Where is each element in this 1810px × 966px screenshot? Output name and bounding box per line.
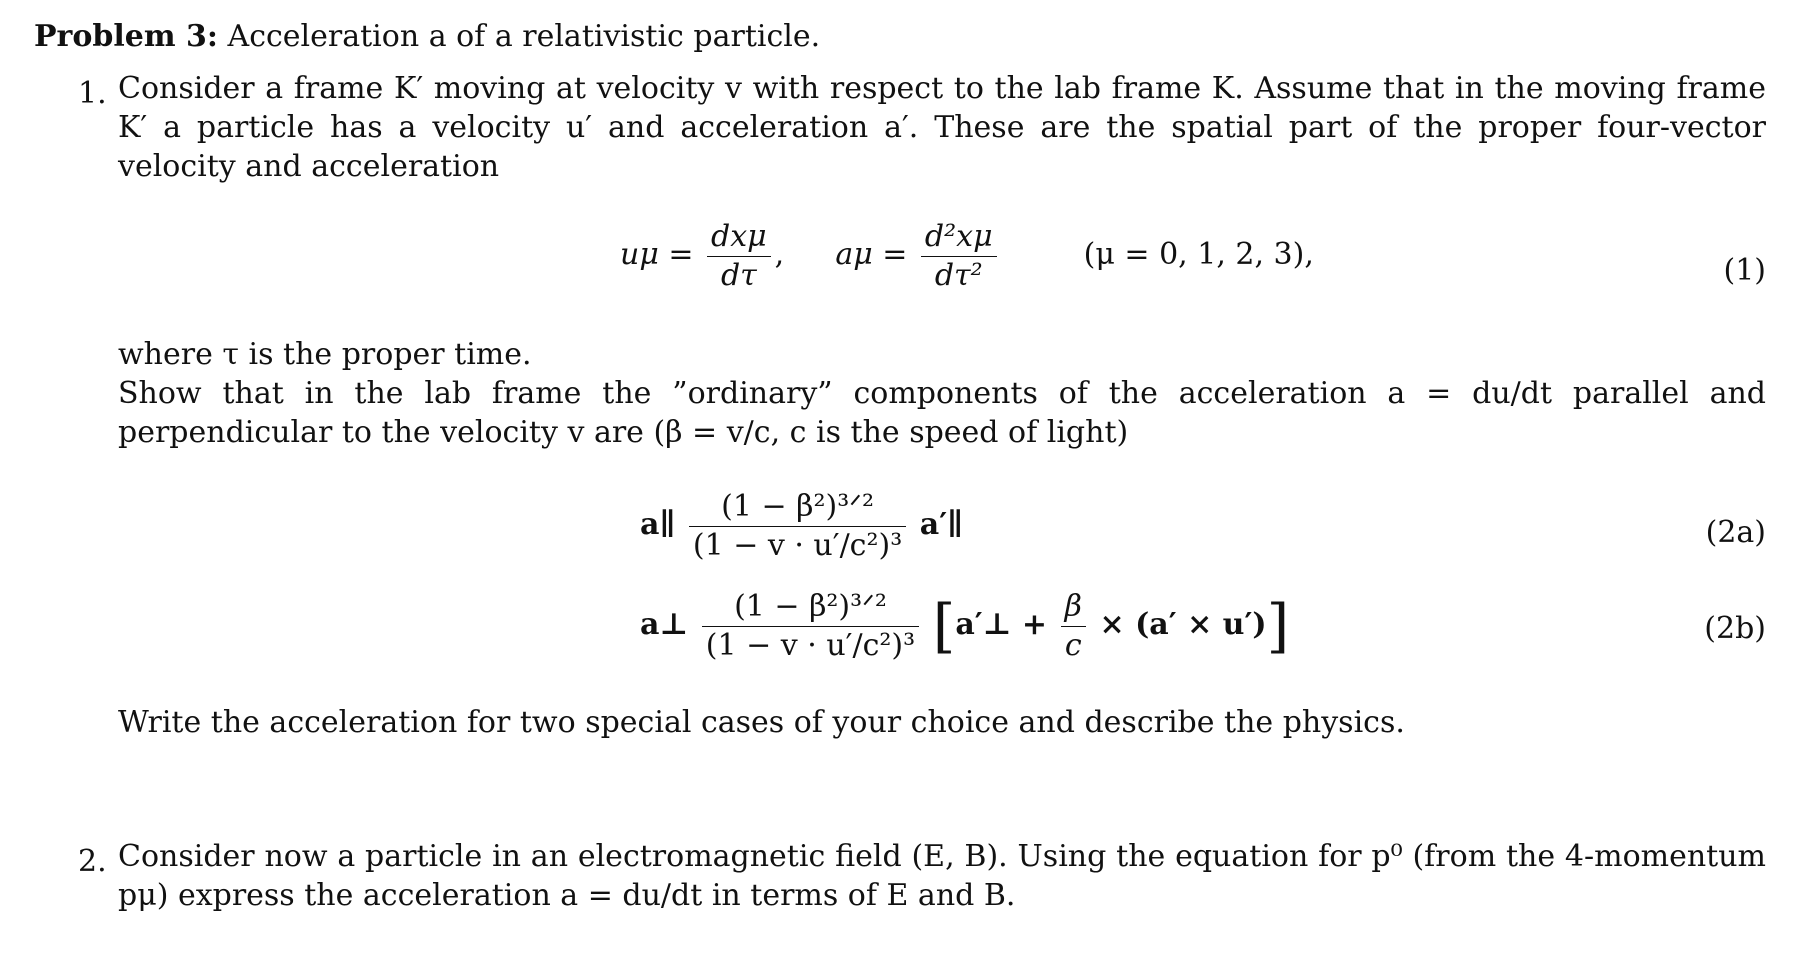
item-1-paragraph: Consider a frame K′ moving at velocity v with respect to the lab frame K. Assume that in the moving frame K′ a particle has a velocity u′ and acceleration a′. These are the spatial part of the proper four-vector velocity and acceleration bbox=[118, 71, 1766, 184]
eq2a-label: (2a) bbox=[1705, 515, 1766, 550]
eq2b-bracket-close: ] bbox=[1266, 592, 1290, 660]
eq1-a-denominator: dτ² bbox=[934, 257, 983, 293]
eq1-u-left: uμ = bbox=[620, 237, 694, 272]
eq2b-lhs: a⊥ bbox=[640, 607, 689, 642]
eq2a-denominator: (1 − v · u′/c²)³ bbox=[692, 527, 903, 563]
where-line: where τ is the proper time. bbox=[118, 337, 532, 372]
equation-2b bbox=[640, 588, 1289, 664]
eq2b-label: (2b) bbox=[1704, 611, 1766, 646]
eq1-label: (1) bbox=[1723, 253, 1766, 288]
eq1-a-numerator: d²xμ bbox=[921, 218, 997, 257]
show-paragraph: Show that in the lab frame the ”ordinary” components of the acceleration a = du/dt parallel and perpendicular to the velocity v are (β = v/c, c is the speed of light) bbox=[118, 376, 1766, 450]
eq2b-beta-denominator: c bbox=[1064, 627, 1082, 663]
eq1-a-left: aμ = bbox=[835, 237, 908, 272]
closing-line: Write the acceleration for two special cases of your choice and describe the physics. bbox=[118, 705, 1405, 740]
equation-1 bbox=[620, 218, 1314, 294]
eq1-a-fraction bbox=[921, 218, 997, 294]
eq1-u-denominator: dτ bbox=[720, 257, 757, 293]
eq2b-denominator: (1 − v · u′/c²)³ bbox=[705, 627, 916, 663]
eq2b-term2: × (a′ × u′) bbox=[1099, 607, 1267, 642]
eq2b-fraction bbox=[702, 588, 919, 664]
eq2a-numerator: (1 − β²)³ᐟ² bbox=[689, 488, 906, 527]
eq1-index-range: (μ = 0, 1, 2, 3), bbox=[1083, 237, 1314, 272]
eq2b-term1: a′⊥ + bbox=[955, 607, 1048, 642]
item-2-paragraph: Consider now a particle in an electromagnetic field (E, B). Using the equation for p⁰ (from the 4-momentum pμ) express the acceleration a = du/dt in terms of E and B. bbox=[118, 839, 1766, 913]
eq2b-beta-fraction bbox=[1061, 588, 1086, 664]
item-2-number: 2. bbox=[78, 844, 107, 879]
eq1-comma: , bbox=[774, 237, 785, 272]
eq2b-bracket-open: [ bbox=[932, 592, 956, 660]
eq2a-rhs: a′∥ bbox=[919, 507, 964, 542]
eq1-u-numerator: dxμ bbox=[707, 218, 771, 257]
eq2b-beta-numerator: β bbox=[1061, 588, 1086, 627]
equation-2a bbox=[640, 488, 963, 564]
eq2a-lhs: a∥ bbox=[640, 507, 676, 542]
eq2a-fraction bbox=[689, 488, 906, 564]
item-1-number: 1. bbox=[78, 76, 107, 111]
problem-heading bbox=[34, 19, 821, 54]
eq2b-numerator: (1 − β²)³ᐟ² bbox=[702, 588, 919, 627]
problem-label: Problem 3: bbox=[34, 19, 218, 54]
problem-title: Acceleration a of a relativistic particle. bbox=[227, 19, 821, 54]
eq1-u-fraction bbox=[707, 218, 771, 294]
